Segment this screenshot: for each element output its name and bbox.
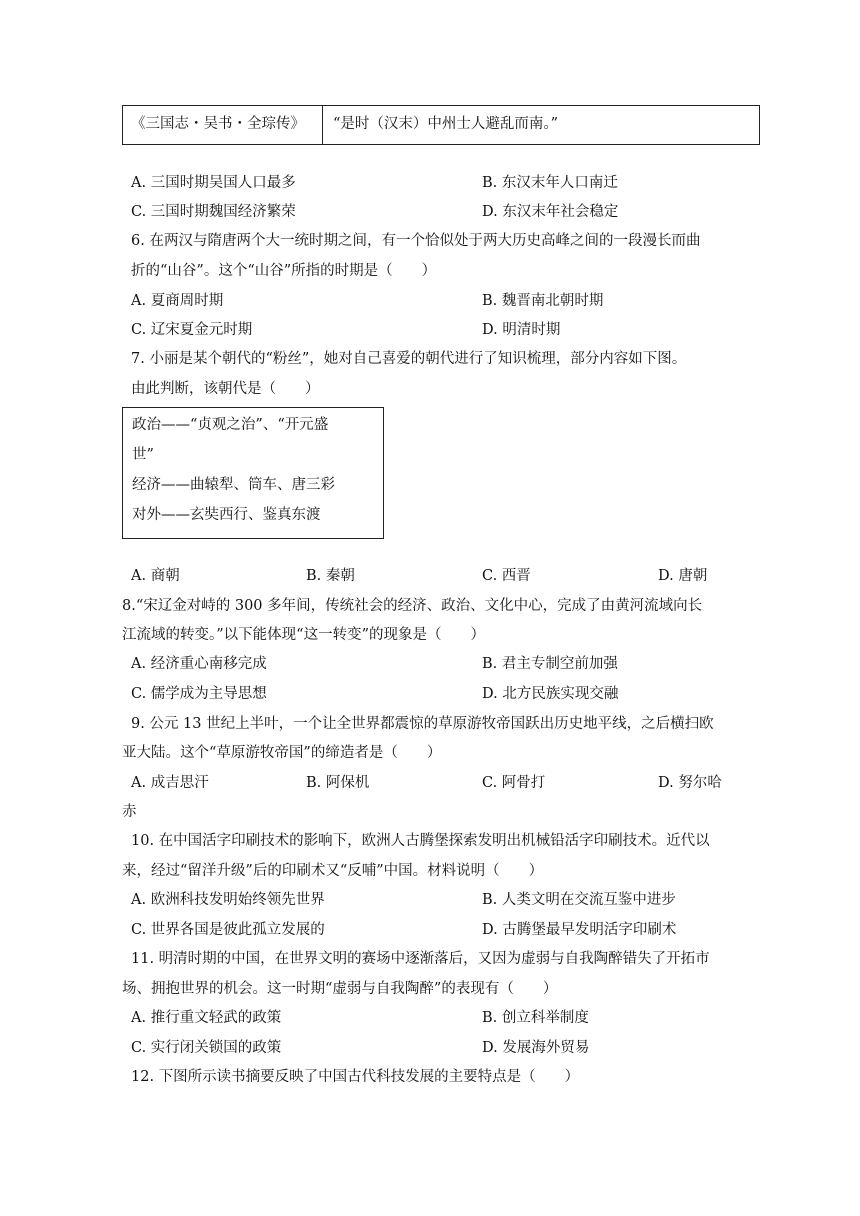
q7-option-c[interactable]: C. 西晋 [482,568,531,584]
q6-option-d[interactable]: D. 明清时期 [482,322,561,338]
q5-option-d[interactable]: D. 东汉末年社会稳定 [482,204,619,220]
q7-box-line1: 政治——“贞观之治”、“开元盛 [132,417,329,433]
q8-stem-line1: 8.“宋辽金对峙的 300 多年间，传统社会的经济、政治、文化中心，完成了由黄河流域向长 [122,598,703,614]
q9-stem-line1: 9. 公元 13 世纪上半叶，一个让全世界都震惊的草原游牧帝国跃出历史地平线，之后横扫欧 [131,716,714,732]
q11-option-c[interactable]: C. 实行闭关锁国的政策 [131,1040,282,1056]
q6-stem-line1: 6. 在两汉与隋唐两个大一统时期之间，有一个恰似处于两大历史高峰之间的一段漫长而曲 [131,233,701,249]
q6-option-c[interactable]: C. 辽宋夏金元时期 [131,322,253,338]
q7-option-b[interactable]: B. 秦朝 [306,568,355,584]
q11-stem-line2: 场、拥抱世界的机会。这一时期“虚弱与自我陶醉”的表现有（ ） [122,981,558,997]
q11-option-d[interactable]: D. 发展海外贸易 [482,1040,590,1056]
q8-option-d[interactable]: D. 北方民族实现交融 [482,686,619,702]
q8-option-b[interactable]: B. 君主专制空前加强 [482,656,618,672]
q6-option-b[interactable]: B. 魏晋南北朝时期 [482,293,604,309]
q9-option-d[interactable]: D. 努尔哈 [658,775,722,791]
q9-option-b[interactable]: B. 阿保机 [306,775,370,791]
q10-option-c[interactable]: C. 世界各国是彼此孤立发展的 [131,922,325,938]
q11-option-b[interactable]: B. 创立科举制度 [482,1010,589,1026]
q6-option-a[interactable]: A. 夏商周时期 [131,293,224,309]
q7-box-line2: 世” [132,447,154,463]
q9-option-a[interactable]: A. 成吉思汗 [131,775,209,791]
q7-knowledge-box [122,407,384,539]
q9-option-d-continued: 赤 [122,804,137,820]
q10-option-d[interactable]: D. 古腾堡最早发明活字印刷术 [482,922,677,938]
q7-option-a[interactable]: A. 商朝 [131,568,180,584]
q7-stem-line2: 由此判断，该朝代是（ ） [131,381,320,397]
q5-option-a[interactable]: A. 三国时期吴国人口最多 [131,175,296,191]
q7-stem-line1: 7. 小丽是某个朝代的“粉丝”，她对自己喜爱的朝代进行了知识梳理，部分内容如下图。 [131,351,687,367]
q5-option-b[interactable]: B. 东汉末年人口南迁 [482,175,618,191]
q8-option-c[interactable]: C. 儒学成为主导思想 [131,686,267,702]
q7-option-d[interactable]: D. 唐朝 [658,568,708,584]
q10-option-a[interactable]: A. 欧洲科技发明始终领先世界 [131,892,325,908]
source-quote-table [122,105,760,145]
q6-stem-line2: 折的“山谷”。这个“山谷”所指的时期是（ ） [131,263,437,279]
quote-cell: “是时（汉末）中州士人避乱而南。” [333,116,559,132]
q11-option-a[interactable]: A. 推行重文轻武的政策 [131,1010,282,1026]
q10-option-b[interactable]: B. 人类文明在交流互鉴中进步 [482,892,676,908]
q11-stem-line1: 11. 明清时期的中国，在世界文明的赛场中逐渐落后，又因为虚弱与自我陶醉错失了开拓市 [131,951,710,967]
q7-box-line4: 对外——玄奘西行、鉴真东渡 [132,507,321,523]
source-cell: 《三国志・吴书・全琮传》 [123,106,323,144]
q7-box-line3: 经济——曲辕犁、筒车、唐三彩 [132,477,335,493]
q12-stem-line1: 12. 下图所示读书摘要反映了中国古代科技发展的主要特点是（ ） [131,1069,580,1085]
q10-stem-line1: 10. 在中国活字印刷技术的影响下，欧洲人古腾堡探索发明出机械铅活字印刷技术。近代以 [131,833,710,849]
q8-stem-line2: 江流域的转变。”以下能体现“这一转变”的现象是（ ） [122,627,485,643]
q9-option-c[interactable]: C. 阿骨打 [482,775,546,791]
q8-option-a[interactable]: A. 经济重心南移完成 [131,656,267,672]
q10-stem-line2: 来，经过“留洋升级”后的印刷术又“反哺”中国。材料说明（ ） [122,863,544,879]
q5-option-c[interactable]: C. 三国时期魏国经济繁荣 [131,204,296,220]
q9-stem-line2: 亚大陆。这个“草原游牧帝国”的缔造者是（ ） [122,745,442,761]
